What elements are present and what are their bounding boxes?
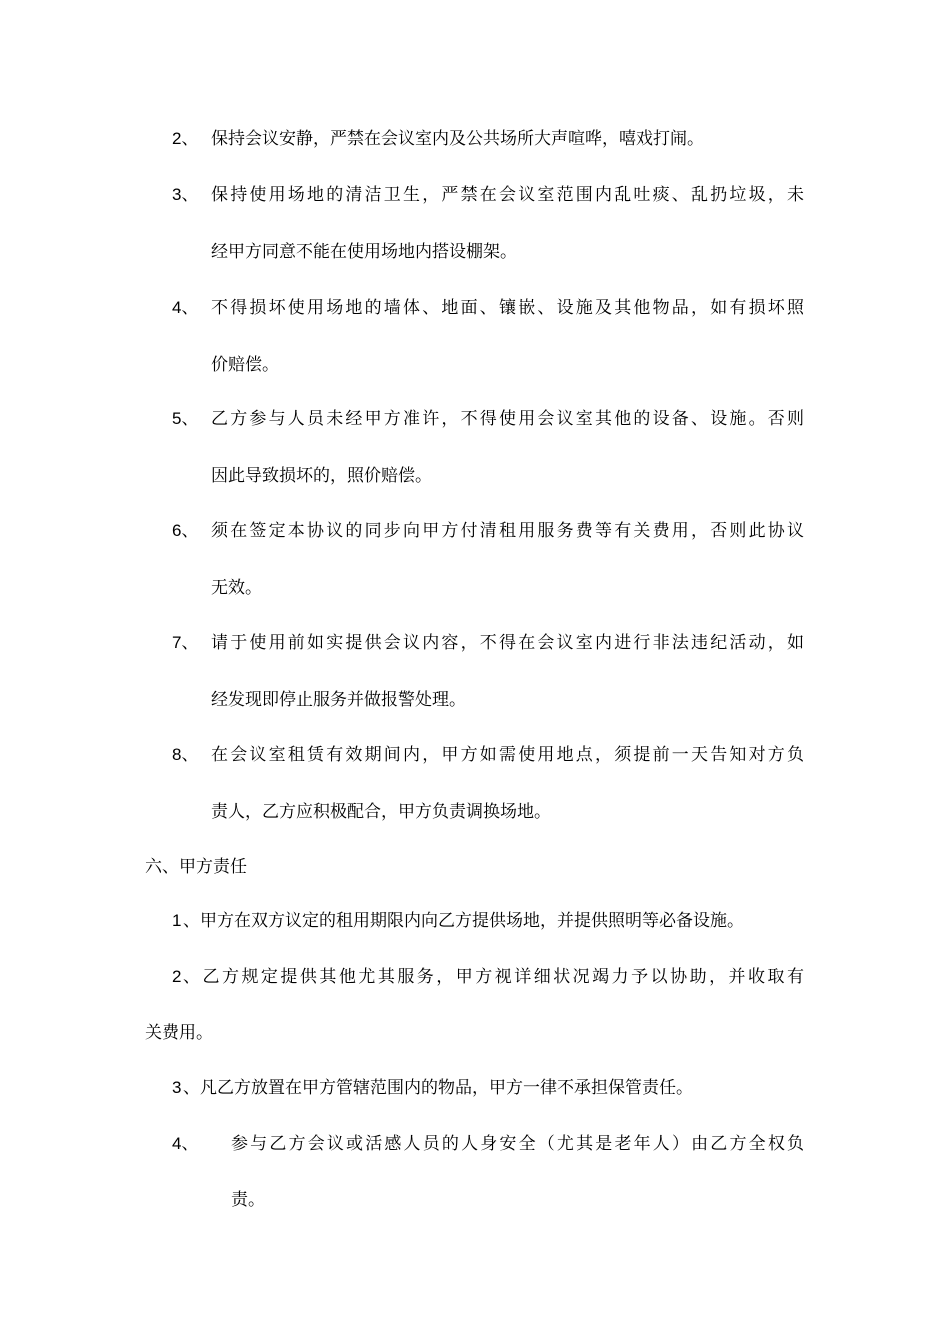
list-item-text: 乙方参与人员未经甲方准许，不得使用会议室其他的设备、设施。否则 — [211, 409, 804, 429]
list-item-text: 保持会议安静，严禁在会议室内及公共场所大声喧哗，嘻戏打闹。 — [211, 129, 704, 149]
section-item-text: 、甲方在双方议定的租用期限内向乙方提供场地，并提供照明等必备设施。 — [183, 911, 744, 931]
list-number: 6、 — [172, 521, 199, 540]
list-item-text: 不得损坏使用场地的墙体、地面、镶嵌、设施及其他物品，如有损坏照 — [211, 298, 804, 318]
list-item-continuation: 无效。 — [211, 578, 262, 598]
section-item-text: 、凡乙方放置在甲方管辖范围内的物品，甲方一律不承担保管责任。 — [183, 1078, 693, 1098]
section-item-continuation: 关费用。 — [145, 1023, 213, 1043]
list-number: 7、 — [172, 633, 199, 652]
list-item-text: 请于使用前如实提供会议内容，不得在会议室内进行非法违纪活动，如 — [211, 633, 804, 653]
section-heading: 六、甲方责任 — [145, 857, 247, 877]
list-item-continuation: 价赔偿。 — [211, 355, 279, 375]
list-item-text: 参与乙方会议或活感人员的人身安全（尤其是老年人）由乙方全权负 — [231, 1134, 804, 1154]
section-item-number: 1 — [172, 911, 182, 930]
list-item-text: 保持使用场地的清洁卫生，严禁在会议室范围内乱吐痰、乱扔垃圾，未 — [211, 185, 804, 205]
list-item-continuation: 因此导致损坏的，照价赔偿。 — [211, 466, 432, 486]
list-number: 3、 — [172, 185, 199, 204]
list-number: 5、 — [172, 409, 199, 428]
list-number: 8、 — [172, 745, 199, 764]
list-number: 2、 — [172, 129, 199, 148]
list-number: 4、 — [172, 298, 199, 317]
list-item-continuation: 责。 — [231, 1190, 265, 1210]
section-item-text: 、乙方规定提供其他尤其服务，甲方视详细状况竭力予以协助，并收取有 — [183, 967, 804, 987]
section-item-number: 3 — [172, 1078, 182, 1097]
list-item-continuation: 经甲方同意不能在使用场地内搭设棚架。 — [211, 242, 517, 262]
list-item-continuation: 责人，乙方应积极配合，甲方负责调换场地。 — [211, 802, 551, 822]
list-item-text: 在会议室租赁有效期间内，甲方如需使用地点，须提前一天告知对方负 — [211, 745, 804, 765]
list-item-text: 须在签定本协议的同步向甲方付清租用服务费等有关费用，否则此协议 — [211, 521, 804, 541]
section-item-number: 2 — [172, 967, 182, 986]
list-item-continuation: 经发现即停止服务并做报警处理。 — [211, 690, 466, 710]
list-number: 4、 — [172, 1134, 199, 1153]
